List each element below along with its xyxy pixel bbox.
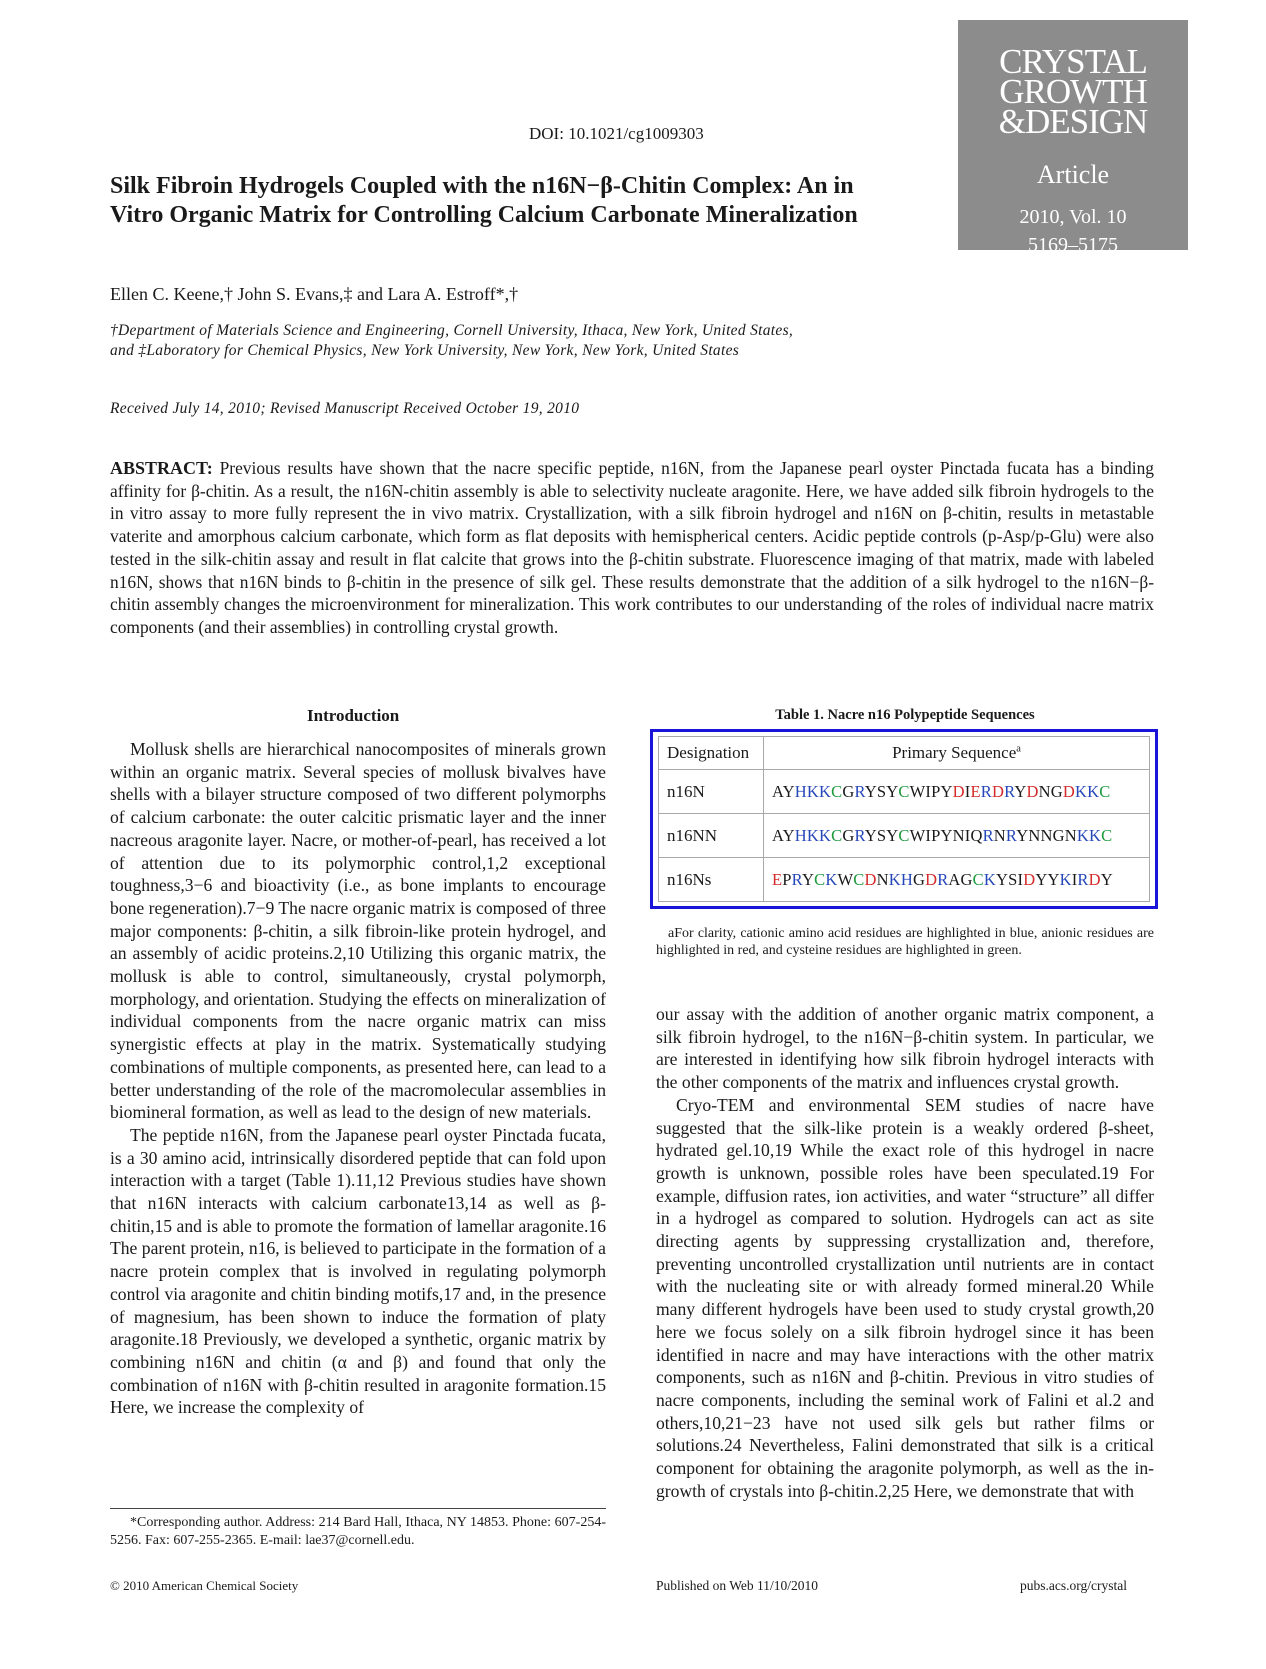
journal-name-line-2: GROWTH [999,72,1147,111]
residue: N [1038,781,1051,801]
residue: R [980,781,992,801]
journal-url[interactable]: pubs.acs.org/crystal [1020,1578,1127,1593]
row-designation: n16NN [659,814,764,858]
residue: N [876,869,889,889]
residue: G [1052,825,1065,845]
residue: Y [864,825,877,845]
right-column [656,1003,1154,1502]
row-designation: n16N [659,770,764,814]
residue: E [970,781,981,801]
residue: D [1023,869,1036,889]
residue: R [1004,781,1015,801]
abstract-label: ABSTRACT: [110,458,213,478]
residue: C [972,869,984,889]
residue: P [782,869,792,889]
residue: I [1071,869,1078,889]
residue: G [912,869,926,889]
journal-name-line-1: CRYSTAL [999,42,1147,81]
table-row [659,858,1150,902]
residue: W [909,825,926,845]
residue: Y [940,781,953,801]
doi[interactable]: DOI: 10.1021/cg1009303 [529,124,704,143]
residue: C [814,869,826,889]
left-column [110,738,606,1419]
residue: D [991,781,1005,801]
residue: A [948,869,961,889]
residue: D [925,869,938,889]
affiliations: †Department of Materials Science and Engineering, Cornell University, Ithaca, New York, United States, and ‡Laboratory for Chemical Physics, New York University, New York, New York, United States [110,322,794,359]
residue: W [837,869,854,889]
residue: I [1017,869,1024,889]
intro-paragraph-4: Cryo-TEM and environmental SEM studies of nacre have suggested that the silk-like protein is a weakly ordered β-sheet, hydrated gel.10,19 While the exact role of this hydrogel in nacre growth is unknown, possible roles have been speculated.19 For example, diffusion rates, ion activities, and water “structure” all differ in a hydrogel as compared to solution. Hydrogels can act as site directing agents by suppressing crystallization and, therefore, preventing uncontrolled crystallization until nutrients are in contact with the nucleating site or with already formed mineral.20 While many different hydrogels have been used to study crystal growth,20 here we focus solely on a silk fibroin hydrogel since it has been identified in nacre and may have interactions with the other matrix components, such as n16N and β-chitin. Previous in vitro studies of nacre components, including the seminal work of Falini et al.2 and others,10,21−23 have not used silk gels but rather films or solutions.24 Nevertheless, Falini demonstrated that silk is a critical component for obtaining the aragonite polymorph, as well as the in-growth of crystals into β-chitin.2,25 Here, we demonstrate that with [656,1094,1154,1501]
residue: E [772,869,783,889]
residue: N [952,825,965,845]
residue: G [960,869,973,889]
residue: Y [996,869,1009,889]
journal-logo-box [958,20,1188,256]
intro-paragraph-3: our assay with the addition of another organic matrix component, a silk fibroin hydrogel, to the n16N−β-chitin system. In particular, we are interested in identifying how silk fibroin hydrogel interacts with the other components of the matrix and influences crystal growth. [656,1004,1154,1093]
received-dates: Received July 14, 2010; Revised Manuscript Received October 19, 2010 [110,400,580,417]
residue: R [1077,869,1089,889]
residue: G [1050,781,1063,801]
residue: C [898,781,910,801]
residue: D [1062,781,1075,801]
sequence-table [658,736,1150,902]
residue: A [772,825,783,845]
residue: Y [864,781,877,801]
table-footnote [656,925,1154,959]
residue: P [931,781,941,801]
header-primary-sequence-label: Primary Sequence [892,743,1017,762]
residue: R [854,825,865,845]
residue: P [931,825,941,845]
residue: H [900,869,913,889]
footnote-text: *Corresponding author. Address: 214 Bard Hall, Ithaca, NY 14853. Phone: 607-254-5256. Fax: 607-255-2365. E-mail: lae37@cornell.edu. [110,1515,606,1548]
residue: H [794,825,807,845]
residue: Y [1047,869,1060,889]
residue: K [825,869,838,889]
residue: Y [1016,825,1029,845]
table-header-row [659,737,1150,770]
residue: R [791,869,802,889]
residue: G [842,781,855,801]
footnote-divider [110,1508,606,1509]
residue: R [854,781,865,801]
header-primary-sequence [764,737,1150,770]
page-range: 5169–5175 [1028,234,1118,256]
residue: K [1088,825,1102,845]
residue: H [794,781,807,801]
residue: Y [886,781,899,801]
residue: D [1088,869,1101,889]
residue: S [1008,869,1018,889]
residue: Y [886,825,899,845]
residue: Q [970,825,983,845]
table-row [659,770,1150,814]
row-sequence [764,858,1150,902]
residue: Y [782,781,795,801]
author-list: Ellen C. Keene,† John S. Evans,‡ and Lara A. Estroff*,† [110,284,519,304]
table-footnote-text: aFor clarity, cationic amino acid residues are highlighted in blue, anionic residues are highlighted in red, and cysteine residues are highlighted in green. [656,926,1154,958]
paper-title: Silk Fibroin Hydrogels Coupled with the n16N−β-Chitin Complex: An in Vitro Organic Matrix for Controlling Calcium Carbonate Mineralization [110,173,858,228]
residue: D [1026,781,1039,801]
residue: G [842,825,855,845]
residue: C [898,825,910,845]
residue: K [806,825,819,845]
intro-paragraph-2: The peptide n16N, from the Japanese pearl oyster Pinctada fucata, is a 30 amino acid, intrinsically disordered peptide that can fold upon interaction with a target (Table 1).11,12 Previous studies have shown that n16N interacts with calcium carbonate13,14 as well as β-chitin,15 and is able to promote the formation of lamellar aragonite.16 The parent protein, n16, is believed to participate in the formation of a nacre protein complex that is involved in regulating polymorph control via aragonite and chitin binding motifs,17 and, in the presence of magnesium, has been shown to induce the formation of platy aragonite.18 Previously, we developed a synthetic, organic matrix by combining n16N and chitin (α and β) and found that only the combination of n16N with β-chitin resulted in aragonite formation.15 Here, we increase the complexity of [110,1124,606,1418]
residue: I [964,825,971,845]
header-designation: Designation [659,737,764,770]
residue: D [864,869,877,889]
residue: Y [1100,869,1113,889]
table-selection-frame[interactable] [650,729,1158,909]
residue: I [925,825,932,845]
header-footnote-mark: a [1016,743,1021,755]
row-sequence [764,770,1150,814]
residue: Y [1014,781,1027,801]
residue: K [1076,825,1089,845]
residue: W [909,781,926,801]
residue: C [1101,825,1113,845]
row-sequence [764,814,1150,858]
publication-date: Published on Web 11/10/2010 [656,1578,819,1593]
year-volume: 2010, Vol. 10 [1019,206,1127,228]
residue: S [876,781,887,801]
residue: A [772,781,783,801]
copyright-notice: © 2010 American Chemical Society [110,1578,299,1593]
abstract-text: Previous results have shown that the nacre specific peptide, n16N, from the Japanese pearl oyster Pinctada fucata has a binding affinity for β-chitin. As a result, the n16N-chitin assembly is able to selectivity nucleate aragonite. Here, we have added silk fibroin hydrogels to the in vitro assay to more fully represent the in vivo matrix. Crystallization, with a silk fibroin hydrogel and n16N on β-chitin, results in metastable vaterite and amorphous calcium carbonate, which form as flat deposits with hemispherical centers. Acidic peptide controls (p-Asp/p-Glu) were also tested in the silk-chitin assay and result in flat calcite that grows into the β-chitin substrate. Fluorescence imaging of that matrix, made with labeled n16N, shows that n16N binds to β-chitin in the presence of silk gel. These results demonstrate that the addition of a silk hydrogel to the n16N−β-chitin assembly changes the microenvironment for mineralization. This work contributes to our understanding of the roles of individual nacre matrix components (and their assemblies) in controlling crystal growth. [110,458,1154,637]
residue: R [1005,825,1017,845]
residue: K [983,869,996,889]
table-row [659,814,1150,858]
residue: R [982,825,994,845]
residue: Y [940,825,953,845]
residue: Y [782,825,795,845]
residue: K [818,825,832,845]
residue: I [925,781,932,801]
section-heading-introduction: Introduction [307,706,400,725]
residue: K [1087,781,1100,801]
corresponding-author-footnote [110,1514,606,1550]
residue: C [831,781,843,801]
residue: C [853,869,865,889]
residue: C [831,825,843,845]
abstract [110,457,1154,639]
residue: C [1099,781,1111,801]
residue: D [952,781,965,801]
row-designation: n16Ns [659,858,764,902]
article-type: Article [1036,160,1110,189]
journal-name-line-3: &DESIGN [998,102,1148,141]
residue: N [993,825,1006,845]
table-caption: Table 1. Nacre n16 Polypeptide Sequences [775,707,1035,723]
residue: N [1040,825,1053,845]
residue: K [806,781,819,801]
intro-paragraph-1: Mollusk shells are hierarchical nanocomposites of minerals grown within an organic matrix. Several species of mollusk bivalves have shells with a bilayer structure composed of two different polymorphs of calcium carbonate: the outer calcitic prismatic layer and the inner nacreous aragonite layer. Nacre, or mother-of-pearl, has received a lot of attention due to its polymorphic control,1,2 exceptional toughness,3−6 and bioactivity (i.e., as bone implants to encourage bone regeneration).7−9 The nacre organic matrix is composed of three major components: β-chitin, a silk fibroin-like protein hydrogel, and an assembly of acidic proteins.2,10 Utilizing this organic matrix, the mollusk is able to control, simultaneously, crystal polymorph, morphology, and orientation. Studying the effects on mineralization of individual components from the nacre organic matrix can miss synergistic effects at play in the matrix. Systematically studying combinations of multiple components, as presented here, can lead to a better understanding of the role of the macromolecular assemblies in biomineral formation, as well as lead to the design of new materials. [110,739,606,1123]
residue: N [1028,825,1041,845]
residue: I [964,781,971,801]
residue: Y [1035,869,1048,889]
residue: R [937,869,949,889]
residue: K [818,781,832,801]
residue: K [888,869,901,889]
residue: Y [801,869,815,889]
residue: S [876,825,887,845]
residue: N [1064,825,1077,845]
residue: K [1074,781,1088,801]
residue: K [1059,869,1072,889]
